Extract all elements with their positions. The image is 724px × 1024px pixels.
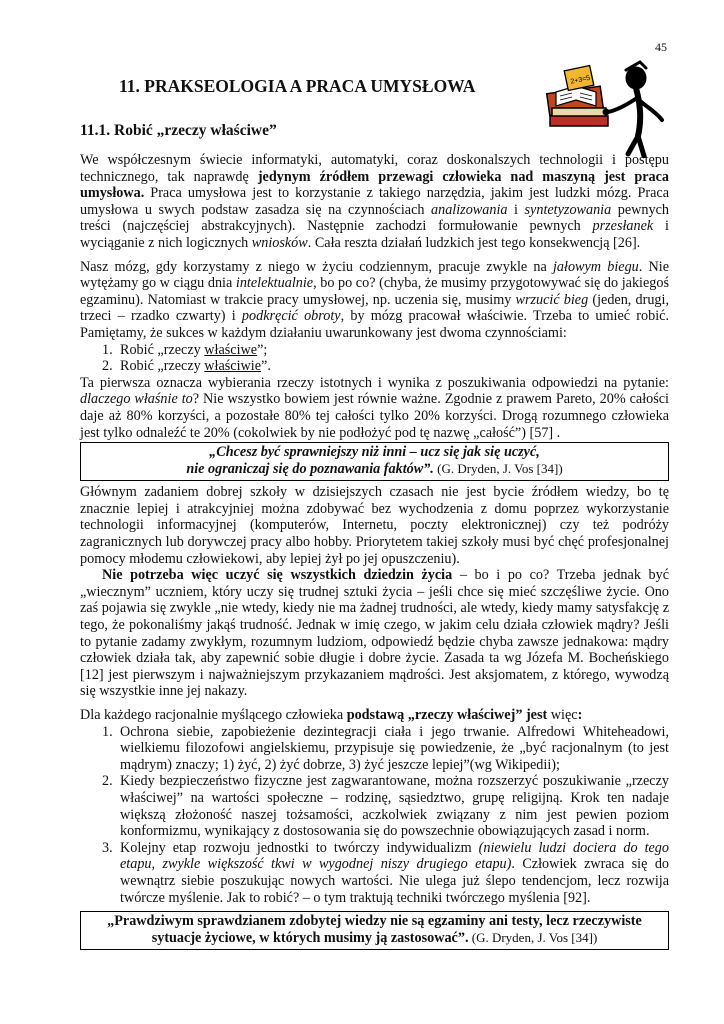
success-list [80,342,669,375]
list-item: 2. Kiedy bezpieczeństwo fizyczne jest zagwarantowane, można rozszerzyć poszukiwanie „rzeczy właściwej” na wartości społeczne – rodzinę, sąsiedztwo, grupę religijną. Krok ten nadaje większą złożoność naszej tożsamości, aczkolwiek związany z nim jest pewien poziom konformizmu, wynikający z dostosowania się do powszechnie obowiązujących zasad i norm. [102,773,669,840]
paragraph-brain: Nasz mózg, gdy korzystamy z niego w życiu codziennym, pracuje zwykle na jałowym biegu. Nie wytężamy go w ciągu dnia intelektualnie, bo po co? (chyba, że musimy przygotowywać się do jakiegoś egzaminu). Natomiast w trakcie pracy umysłowej, np. uczenia się, musimy wrzucić bieg (jeden, drugi, trzeci – rzadko czwarty) i podkręcić obroty, by mózg pracował właściwie. Trzeba to umieć robić. Pamiętamy, że sukces w każdym działaniu uwarunkowany jest dwoma czynnościami: [80,258,669,341]
page-number: 45 [655,40,667,54]
quote-line: „Chcesz być sprawniejszy niż inni – ucz się jak się uczyć, [209,444,540,461]
quote-line: sytuacje życiowe, w których musimy ją zastosować”. [151,929,469,946]
list-item: 1. Ochrona siebie, zapobieżenie dezintegracji ciała i jego trwanie. Alfredowi Whiteheadowi, wielkiemu filozofowi angielskiemu, przypisuje się powiedzenie, że „być racjonalnym (to jest mądrym) znaczy; 1) żyć, 2) żyć dobrze, 3) żyć jeszcze lepiej”(wg Wikipedii); [102,723,669,773]
list-item: 3. Kolejny etap rozwoju jednostki to twórczy indywidualizm (niewielu ludzi dociera do tego etapu, zwykle większość tkwi w wygodnej niszy drugiego etapu). Człowiek zwraca się do wewnątrz siebie poszukując nowych wartości. Nie ulega już ślepo tendencjom, lecz rozwija twórcze myślenie. Jak to robić? – o tym traktują techniki twórczego myślenia [92]. [102,839,670,906]
paragraph-life: Nie potrzeba więc uczyć się wszystkich dziedzin życia – bo i po co? Trzeba jednak być „wiecznym” uczniem, który uczy się trudnej sztuki życia – jeśli chce się mieć szczęśliwe życie. Ono zaś pojawia się zwykle „nie wtedy, kiedy nie ma żadnej trudności, ale wtedy, kiedy mamy satysfakcję z tego, że pokonaliśmy jakąś trudność. Jednak w imię czego, w jakim celu działa człowiek mądry? Jeśli to pytanie zadamy zwykłym, rozumnym ludziom, odpowiedź będzie chyba zawsze jednakowa: mądry człowiek działa tak, aby zapewnić sobie długie i dobre życie. Zasada ta wg Józefa M. Bocheńskiego [12] jest pierwszym i najważniejszym przykazaniem mądrości. Jest aksjomatem, z którego, wywodzą się wszystkie inne jej nakazy. [80,567,669,700]
basis-list [80,724,669,907]
chapter-title: 11. PRAKSEOLOGIA A PRACA UMYSŁOWA [119,76,476,96]
paragraph-intro: We współczesnym świecie informatyki, automatyki, coraz doskonalszych technologii i postępu technicznego, tak naprawdę jedynym źródłem przewagi człowieka nad maszyną jest praca umysłowa. Praca umysłowa jest to korzystanie z takiego narzędzia, jakim jest ludzki mózg. Praca umysłowa u swych podstaw zasadza się na czynnościach analizowania i syntetyzowania pewnych treści (najczęściej abstrakcyjnych). Następnie zachodzi formułowanie pewnych przesłanek i wyciąganie z nich logicznych wniosków. Cała reszta działań ludzkich jest tego konsekwencją [26]. [80,152,669,251]
quote-source: (G. Dryden, J. Vos [34]) [468,929,598,945]
quote-box [80,442,669,481]
quote-box [80,911,669,950]
paragraph-pareto: Ta pierwsza oznacza wybierania rzeczy istotnych i wynika z poszukiwania odpowiedzi na pytanie: dlaczego właśnie to? Nie wszystko bowiem jest równie ważne. Zgodnie z prawem Pareto, 20% całości daje aż 80% korzyści, a pozostałe 80% tej całości tylko 20% korzyści. Drogą rozumnego człowieka jest tylko odnaleźć te 20% (cokolwiek by nie podłożyć pod tę nazwę „całość”) [57] . [80,374,669,441]
books-icon [547,66,608,126]
svg-text:2+3=5: 2+3=5 [569,74,591,86]
main-content [80,152,669,953]
thinker-with-books-icon [544,58,668,158]
list-item: 2. Robić „rzeczy właściwie”. [102,358,271,375]
thinking-figure-icon [603,62,662,156]
quote-source: (G. Dryden, J. Vos [34]) [433,460,563,476]
quote-line: nie ograniczaj się do poznawania faktów”. [186,460,434,477]
quote-line: „Prawdziwym sprawdzianem zdobytej wiedzy nie są egzaminy ani testy, lecz rzeczywiste [107,913,642,930]
list-item: 1. Robić „rzeczy właściwe”; [102,341,268,358]
paragraph-basis: Dla każdego racjonalnie myślącego człowieka podstawą „rzeczy właściwej” jest więc: [80,707,583,723]
paragraph-school: Głównym zadaniem dobrej szkoły w dzisiejszych czasach nie jest bycie źródłem wiedzy, bo tę znacznie lepiej i atrakcyjniej można zdobywać bez wychodzenia z domu poprzez wykorzystanie technologii informacyjnej (komputerów, Internetu, poczty elektronicznej) czy też podróży zagranicznych lub dorywczej pracy albo hobby. Priorytetem takiej szkoły musi być chęć profesjonalnej pomocy młodemu człowiekowi, aby lepiej żył po jej opuszczeniu). [80,484,669,567]
section-title: 11.1. Robić „rzeczy właściwe” [80,122,277,139]
